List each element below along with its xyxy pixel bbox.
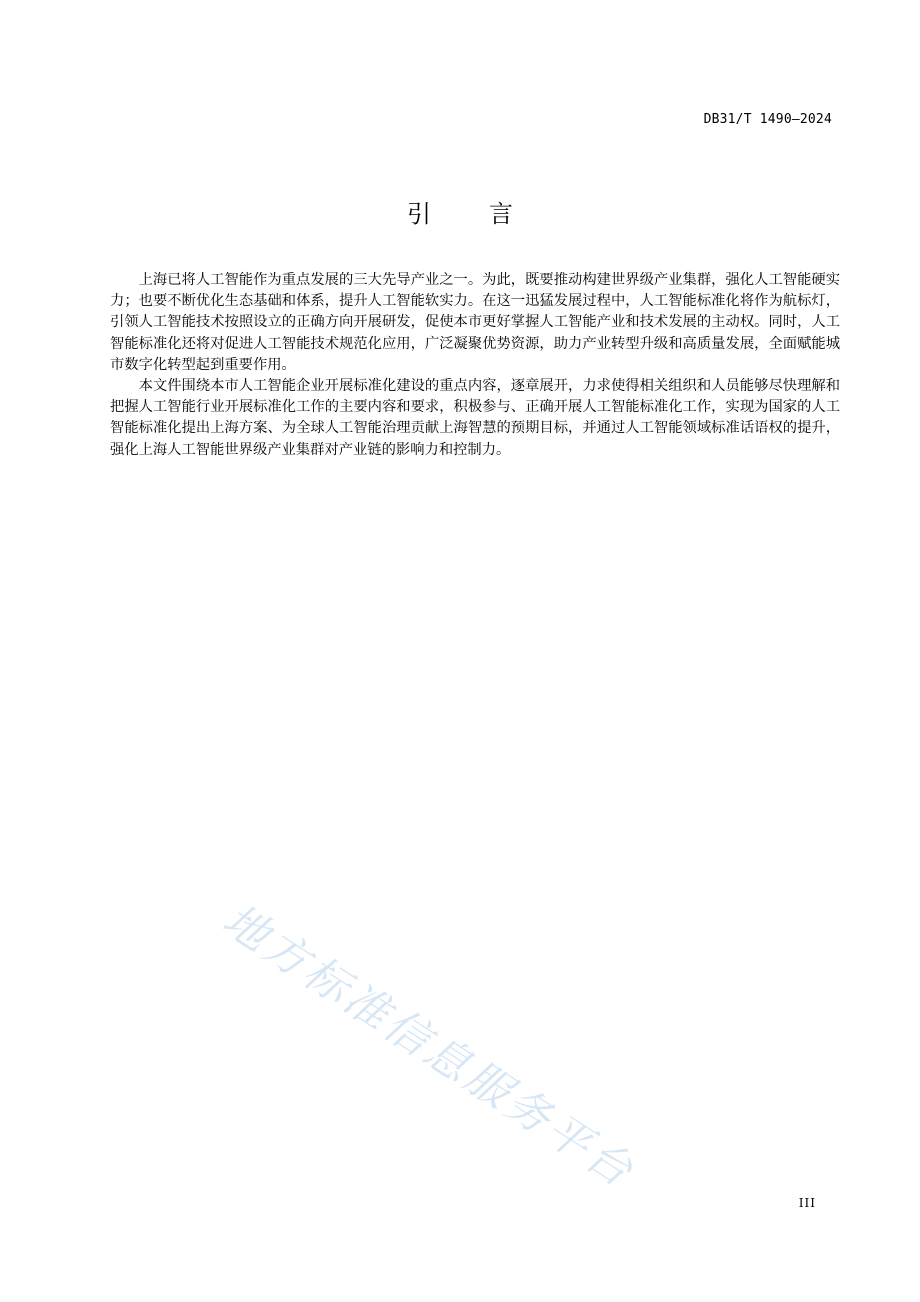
page-title: 引言: [407, 200, 571, 228]
watermark: 地方标准信息服务平台: [213, 894, 644, 1199]
body-text: [110, 270, 840, 461]
paragraph-2: 本文件围绕本市人工智能企业开展标准化建设的重点内容，逐章展开，力求使得相关组织和人员能够尽快理解和把握人工智能行业开展标准化工作的主要内容和要求，积极参与、正确开展人工智能标准化工作，实现为国家的人工智能标准化提出上海方案、为全球人工智能治理贡献上海智慧的预期目标，并通过人工智能领域标准话语权的提升，强化上海人工智能世界级产业集群对产业链的影响力和控制力。: [110, 378, 840, 458]
paragraph-1: 上海已将人工智能作为重点发展的三大先导产业之一。为此，既要推动构建世界级产业集群，强化人工智能硬实力；也要不断优化生态基础和体系，提升人工智能软实力。在这一迅猛发展过程中，人工智能标准化将作为航标灯，引领人工智能技术按照设立的正确方向开展研发，促使本市更好掌握人工智能产业和技术发展的主动权。同时，人工智能标准化还将对促进人工智能技术规范化应用，广泛凝聚优势资源，助力产业转型升级和高质量发展，全面赋能城市数字化转型起到重要作用。: [110, 272, 840, 373]
page-number: III: [798, 1196, 816, 1210]
document-code: DB31/T 1490—2024: [703, 112, 832, 127]
